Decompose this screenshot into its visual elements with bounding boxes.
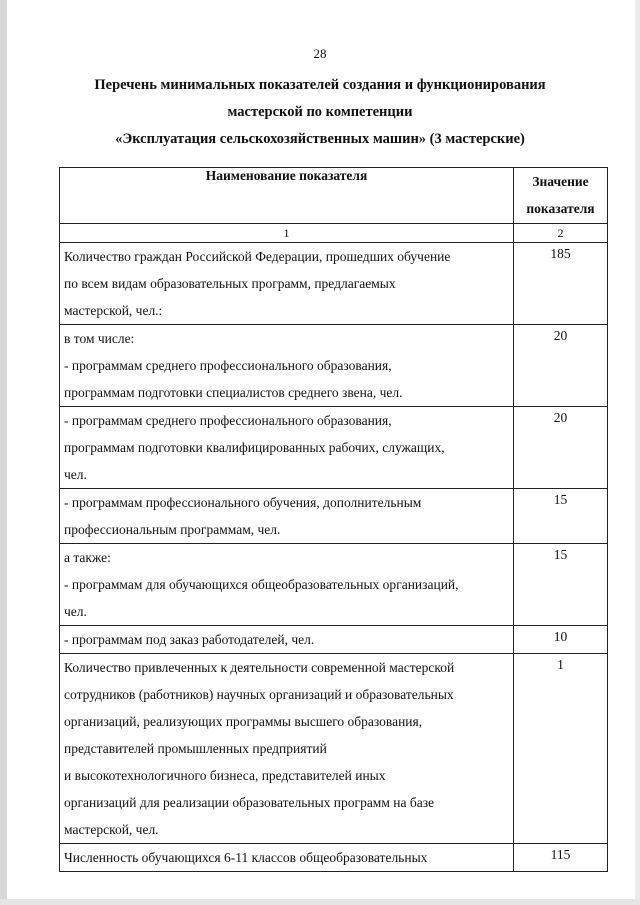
table-header-row — [60, 168, 608, 224]
indicator-name: - программам под заказ работодателей, чел. — [60, 626, 514, 654]
column-number-row — [60, 224, 608, 243]
table-row — [60, 407, 608, 489]
indicator-name: - программам профессионального обучения, дополнительным профессиональным программам, чел. — [60, 489, 514, 544]
table-row — [60, 544, 608, 626]
page-title — [60, 72, 580, 153]
indicator-value: 10 — [514, 626, 608, 654]
indicator-name: Количество граждан Российской Федерации, прошедших обучение по всем видам образовательных программ, предлагаемых мастерской, чел.: — [60, 243, 514, 325]
header-indicator-name: Наименование показателя — [60, 168, 514, 224]
header-indicator-value: Значение показателя — [514, 168, 608, 224]
indicator-value: 15 — [514, 544, 608, 626]
table-row — [60, 654, 608, 844]
table-row — [60, 243, 608, 325]
page-number: 28 — [313, 46, 327, 61]
indicator-value: 20 — [514, 407, 608, 489]
table-row — [60, 844, 608, 872]
title-line-2: мастерской по компетенции — [227, 104, 413, 120]
table-row — [60, 489, 608, 544]
indicator-value: 1 — [514, 654, 608, 844]
indicator-name: в том числе: - программам среднего профессионального образования, программам подготовки специалистов среднего звена, чел. — [60, 325, 514, 407]
indicator-name: Количество привлеченных к деятельности современной мастерской сотрудников (работников) научных организаций и образовательных организаций, реализующих программы высшего образования, представителей промышленных предприятий и высокотехнологичного бизнеса, представителей иных организаций для реализации образовательных программ на базе мастерской, чел. — [60, 654, 514, 844]
indicators-table — [59, 167, 608, 872]
indicator-name: - программам среднего профессионального образования, программам подготовки квалифицированных рабочих, служащих, чел. — [60, 407, 514, 489]
scan-right-edge — [635, 0, 640, 905]
title-line-1: Перечень минимальных показателей создания и функционирования — [94, 77, 546, 93]
title-line-3: «Эксплуатация сельскохозяйственных машин» (3 мастерские) — [115, 131, 525, 147]
column-number-1: 1 — [60, 224, 514, 243]
indicator-value: 185 — [514, 243, 608, 325]
column-number-2: 2 — [514, 224, 608, 243]
indicator-value: 20 — [514, 325, 608, 407]
scan-bottom-edge — [0, 899, 640, 905]
indicator-name: Численность обучающихся 6-11 классов общеобразовательных — [60, 844, 514, 872]
table-row — [60, 626, 608, 654]
scan-left-edge — [0, 0, 7, 905]
table-row — [60, 325, 608, 407]
indicator-value: 15 — [514, 489, 608, 544]
indicator-value: 115 — [514, 844, 608, 872]
indicator-name: а также: - программам для обучающихся общеобразовательных организаций, чел. — [60, 544, 514, 626]
